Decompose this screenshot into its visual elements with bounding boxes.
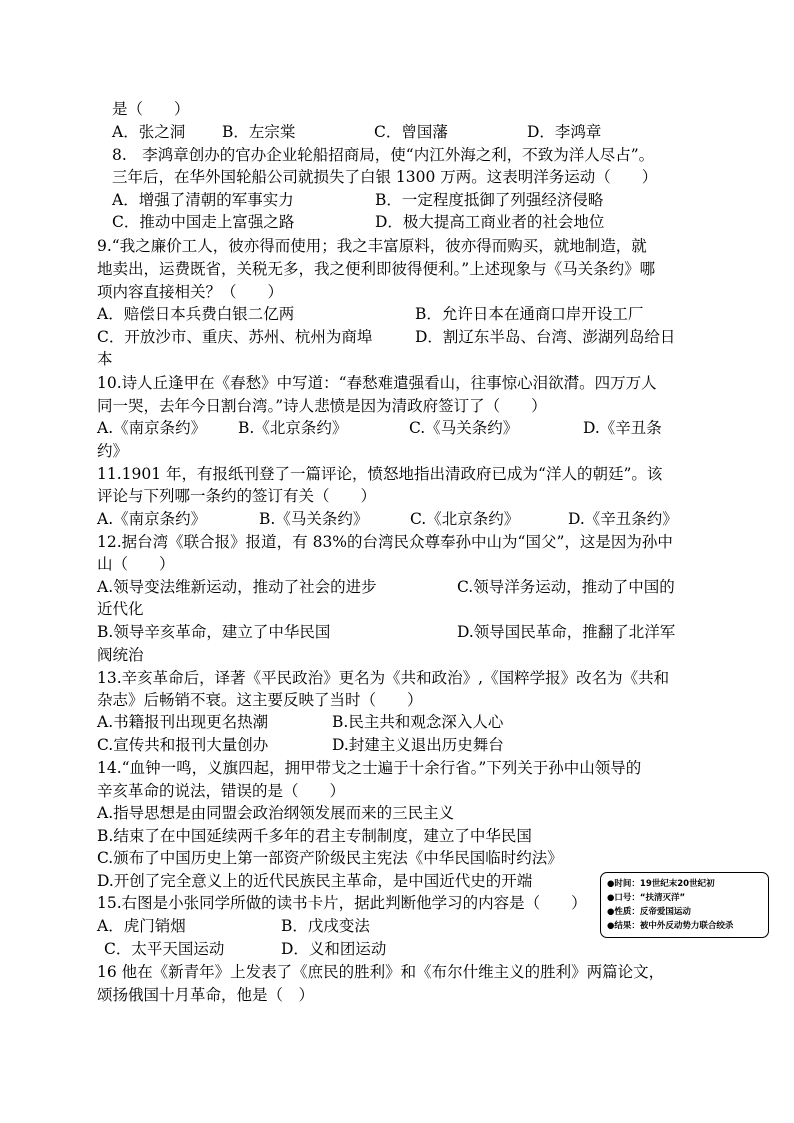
option-b: B．一定程度抵御了列强经济侵略 bbox=[375, 191, 604, 209]
q12-option-d-cont bbox=[97, 645, 144, 665]
card-label: ●性质： bbox=[607, 907, 640, 917]
text-line: 12.据台湾《联合报》报道，有 83%的台湾民众尊奉孙中山为“国父”，这是因为孙中 bbox=[97, 533, 673, 551]
text-line: 15.右图是小张同学所做的读书卡片，据此判断他学习的内容是（ ） bbox=[97, 894, 587, 912]
option-c: C．推动中国走上富强之路 bbox=[112, 213, 295, 231]
card-row-nature bbox=[607, 905, 762, 919]
q10-stem-cont bbox=[97, 396, 547, 416]
option-a: A．张之洞 bbox=[112, 123, 186, 141]
option-a: A.《南京条约》 bbox=[97, 419, 207, 437]
q10-stem bbox=[97, 373, 657, 393]
card-value: “扶清灭洋” bbox=[639, 893, 686, 903]
text-line: 阀统治 bbox=[97, 646, 144, 664]
option-d: D．义和团运动 bbox=[281, 940, 387, 958]
q10-option-d-cont bbox=[97, 441, 128, 461]
card-label: ●时间： bbox=[607, 879, 640, 889]
q12-option-c-cont bbox=[97, 599, 144, 619]
option-d: D．李鸿章 bbox=[527, 123, 602, 141]
option-c: C.《北京条约》 bbox=[410, 510, 520, 528]
q11-stem bbox=[97, 464, 662, 484]
text-line: 同一哭，去年今日割台湾。”诗人悲愤是因为清政府签订了（ ） bbox=[97, 397, 547, 415]
text-line: 辛亥革命的说法，错误的是（ ） bbox=[97, 782, 346, 800]
option-c: C．太平天国运动 bbox=[104, 940, 225, 958]
card-row-slogan bbox=[607, 891, 762, 905]
option-b: B．左宗棠 bbox=[222, 123, 296, 141]
q9-stem bbox=[97, 236, 647, 256]
option-c: C.领导洋务运动，推动了中国的 bbox=[457, 578, 675, 596]
q9-stem-end bbox=[97, 282, 283, 302]
option-b: B．戊戌变法 bbox=[281, 917, 370, 935]
q7-stem-end bbox=[112, 99, 190, 119]
q12-stem-cont bbox=[97, 554, 175, 574]
q14-stem-cont bbox=[97, 781, 345, 801]
text-line: 近代化 bbox=[97, 600, 144, 618]
card-value: 19世纪末20世纪初 bbox=[639, 879, 715, 889]
q15-stem bbox=[97, 893, 587, 913]
q13-stem bbox=[97, 668, 669, 688]
option-d: D.《辛丑条约》 bbox=[568, 510, 678, 528]
text-line: 13.辛亥革命后，译著《平民政治》更名为《共和政治》,《国粹学报》改名为《共和 bbox=[97, 669, 670, 687]
q16-stem-cont bbox=[97, 985, 314, 1005]
option-d: D.封建主义退出历史舞台 bbox=[332, 736, 504, 754]
option-c: C．开放沙市、重庆、苏州、杭州为商埠 bbox=[97, 328, 373, 346]
text-line: 9.“我之廉价工人，彼亦得而使用；我之丰富原料，彼亦得而购买，就地制造，就 bbox=[97, 237, 647, 255]
text-line: 8. 李鸿章创办的官办企业轮船招商局，使“内江外海之利，不致为洋人尽占”。 bbox=[112, 146, 655, 164]
text-line: 颂扬俄国十月革命，他是（ ） bbox=[97, 986, 315, 1004]
text-line: 14.“血钟一鸣，义旗四起，拥甲带戈之士遍于十余行省。”下列关于孙中山领导的 bbox=[97, 759, 642, 777]
option-a: A．虎门销烟 bbox=[97, 917, 186, 935]
card-label: ●口号： bbox=[607, 893, 640, 903]
option-d: D．割辽东半岛、台湾、澎湖列岛给日 bbox=[415, 328, 676, 346]
card-row-result bbox=[607, 919, 762, 933]
card-value: 被中外反动势力联合绞杀 bbox=[639, 921, 734, 931]
option-a: A．增强了清朝的军事实力 bbox=[112, 191, 294, 209]
text-line: A.指导思想是由同盟会政治纲领发展而来的三民主义 bbox=[97, 804, 455, 822]
text-line: 三年后，在华外国轮船公司就损失了白银 1300 万两。这表明洋务运动（ ） bbox=[112, 168, 658, 186]
q16-stem bbox=[97, 962, 664, 982]
option-c: C．曾国藩 bbox=[374, 123, 448, 141]
text-line: 本 bbox=[97, 350, 113, 368]
q14-option-b bbox=[97, 826, 532, 846]
text-line: 山（ ） bbox=[97, 555, 175, 573]
option-b: B.民主共和观念深入人心 bbox=[332, 713, 504, 731]
text-line: 约》 bbox=[97, 442, 129, 460]
text-line: D.开创了完全意义上的近代民族民主革命，是中国近代史的开端 bbox=[97, 872, 533, 890]
q14-option-a bbox=[97, 803, 454, 823]
option-d: D．极大提高工商业者的社会地位 bbox=[375, 213, 605, 231]
option-a: A．赔偿日本兵费白银二亿两 bbox=[97, 305, 295, 323]
text-line: 地卖出，运费既省，关税无多，我之便利即彼得便利。”上述现象与《马关条约》哪 bbox=[97, 260, 656, 278]
option-c: C.宣传共和报刊大量创办 bbox=[97, 736, 269, 754]
card-label: ●结果： bbox=[607, 921, 640, 931]
q14-option-d bbox=[97, 871, 532, 891]
option-b: B.《马关条约》 bbox=[259, 510, 369, 528]
text-line: B.结束了在中国延续两千多年的君主专制制度，建立了中华民国 bbox=[97, 827, 532, 845]
option-b: B．允许日本在通商口岸开设工厂 bbox=[415, 305, 644, 323]
option-d: D.《辛丑条 bbox=[583, 419, 662, 437]
card-value: 反帝爱国运动 bbox=[639, 907, 691, 917]
option-a: A.领导变法维新运动，推动了社会的进步 bbox=[97, 578, 377, 596]
card-row-time bbox=[607, 877, 762, 891]
q13-stem-cont bbox=[97, 690, 423, 710]
text-line: C.颁布了中国历史上第一部资产阶级民主宪法《中华民国临时约法》 bbox=[97, 849, 563, 867]
option-d: D.领导国民革命，推翻了北洋军 bbox=[457, 623, 676, 641]
q14-option-c bbox=[97, 848, 563, 868]
option-b: B.领导辛亥革命，建立了中华民国 bbox=[97, 623, 331, 641]
q9-stem-cont bbox=[97, 259, 655, 279]
text-line: 10.诗人丘逢甲在《春愁》中写道：“春愁难遣强看山，往事惊心泪欲潸。四万万人 bbox=[97, 374, 657, 392]
text-line: 杂志》后畅销不衰。这主要反映了当时（ ） bbox=[97, 691, 423, 709]
text-line: 项内容直接相关？（ ） bbox=[97, 283, 284, 301]
option-a: A.书籍报刊出现更名热潮 bbox=[97, 713, 269, 731]
q11-stem-cont bbox=[97, 486, 376, 506]
text-line: 16 他在《新青年》上发表了《庶民的胜利》和《布尔什维主义的胜利》两篇论文， bbox=[97, 963, 665, 981]
q8-stem bbox=[112, 145, 654, 165]
text-line: 评论与下列哪一条约的签订有关（ ） bbox=[97, 487, 377, 505]
text-line: 是（ ） bbox=[112, 100, 190, 118]
option-c: C.《马关条约》 bbox=[409, 419, 519, 437]
q12-stem bbox=[97, 532, 673, 552]
option-a: A.《南京条约》 bbox=[97, 510, 207, 528]
text-line: 11.1901 年，有报纸刊登了一篇评论，愤怒地指出清政府已成为“洋人的朝廷”。该 bbox=[97, 465, 663, 483]
q8-stem-cont bbox=[112, 167, 657, 187]
option-b: B.《北京条约》 bbox=[238, 419, 348, 437]
q14-stem bbox=[97, 758, 641, 778]
q9-option-d-cont bbox=[97, 349, 113, 369]
reading-card bbox=[600, 872, 769, 938]
